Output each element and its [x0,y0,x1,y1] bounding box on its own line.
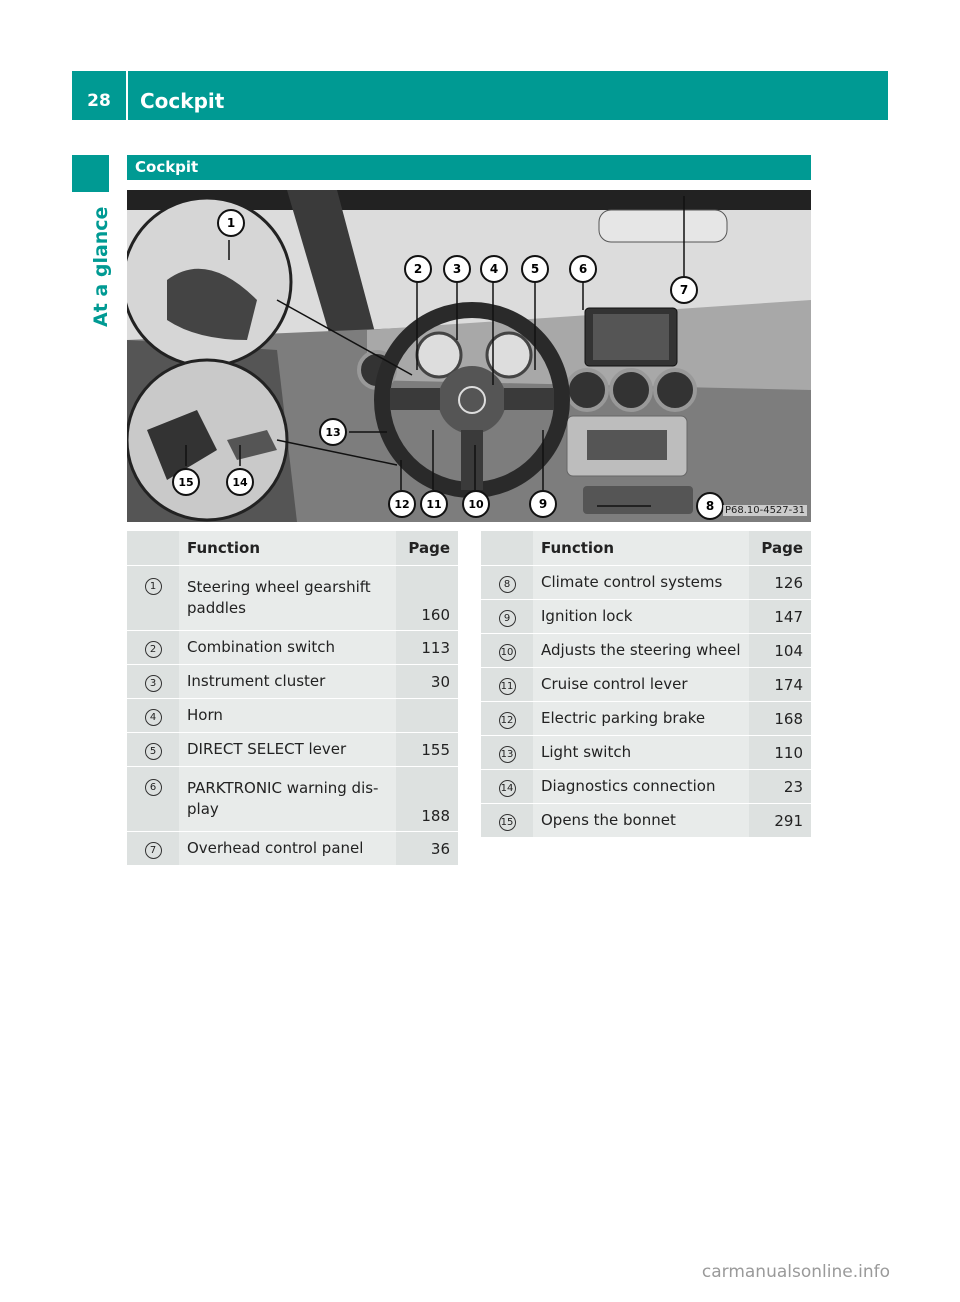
svg-text:3: 3 [452,262,462,276]
svg-text:6: 6 [578,262,588,276]
page-title: Cockpit [140,89,225,113]
item-number: 7 [145,842,162,859]
page-reference: 126 [749,566,811,600]
table-header-row [127,531,458,566]
callout-5 [522,256,548,282]
svg-text:1: 1 [226,216,236,230]
column-header-function: Function [533,531,749,566]
item-number: 1 [145,578,162,595]
svg-text:5: 5 [530,262,540,276]
callout-11 [421,491,447,517]
callout-1 [218,210,244,236]
item-number: 6 [145,779,162,796]
side-tab-marker [72,155,109,192]
table-row [127,733,458,767]
function-name: Combination switch [187,638,336,656]
item-number: 10 [499,644,516,661]
table-row [481,770,811,804]
table-row [481,634,811,668]
svg-text:7: 7 [679,283,689,297]
watermark [702,1262,890,1282]
page-reference: 36 [396,832,458,866]
page-reference [396,699,458,733]
page-reference: 30 [396,665,458,699]
callout-4 [481,256,507,282]
callout-2 [405,256,431,282]
item-number: 4 [145,709,162,726]
function-name: Electric parking brake [541,709,706,727]
callout-9 [530,491,556,517]
page-reference: 23 [749,770,811,804]
item-number: 11 [499,678,516,695]
table-row [481,702,811,736]
callout-layer [127,190,811,522]
table-row [127,832,458,866]
table-row [481,736,811,770]
page-reference: 174 [749,668,811,702]
callout-7 [671,277,697,303]
callout-15 [173,469,199,495]
function-name: Adjusts the steering wheel [541,641,741,659]
svg-text:11: 11 [426,498,442,511]
table-row [127,631,458,665]
item-number: 14 [499,780,516,797]
svg-text:10: 10 [468,498,484,511]
page-reference: 147 [749,600,811,634]
callout-14 [227,469,253,495]
table-row [481,804,811,838]
cockpit-illustration [127,190,811,522]
svg-text:2: 2 [413,262,423,276]
table-row [481,600,811,634]
watermark-text: carmanualsonline.info [701,1262,890,1282]
page-reference: 113 [396,631,458,665]
table-row [127,566,458,631]
callout-6 [570,256,596,282]
page-reference: 168 [749,702,811,736]
table-row [127,665,458,699]
item-number: 2 [145,641,162,658]
item-number: 3 [145,675,162,692]
page-number: 28 [87,91,111,111]
function-name: Cruise control lever [541,675,688,693]
column-header-page: Page [749,531,811,566]
page-reference: 291 [749,804,811,838]
svg-text:8: 8 [705,499,715,513]
table-row [127,767,458,832]
item-number: 13 [499,746,516,763]
column-header-function: Function [179,531,396,566]
header-divider [126,71,128,120]
figure-code: P68.10-4527-31 [724,505,805,516]
item-number: 9 [499,610,516,627]
column-header-page: Page [396,531,458,566]
function-name: Steering wheel gearshift paddles [187,578,371,617]
page-reference: 188 [396,767,458,832]
callout-8 [697,493,723,519]
table-row [481,566,811,600]
page-reference: 110 [749,736,811,770]
table-row [127,699,458,733]
function-name: Climate control systems [541,573,723,591]
callout-3 [444,256,470,282]
function-name: Opens the bonnet [541,811,676,829]
svg-text:13: 13 [325,426,341,439]
function-name: Horn [187,706,223,724]
item-number: 12 [499,712,516,729]
callout-13 [320,419,346,445]
function-name: PARKTRONIC warning dis- play [187,779,379,818]
item-number: 8 [499,576,516,593]
side-tab-label: At a glance [90,206,112,327]
function-name: Light switch [541,743,632,761]
function-table-right [481,531,811,838]
callout-12 [389,491,415,517]
svg-text:15: 15 [178,476,194,489]
svg-text:9: 9 [538,497,548,511]
function-name: DIRECT SELECT lever [187,740,347,758]
section-title: Cockpit [127,155,811,180]
table-header-row [481,531,811,566]
svg-text:14: 14 [232,476,248,489]
function-name: Diagnostics connection [541,777,716,795]
item-number: 5 [145,743,162,760]
function-name: Instrument cluster [187,672,326,690]
svg-text:4: 4 [489,262,499,276]
function-table-left [127,531,458,866]
svg-text:12: 12 [394,498,410,511]
callout-10 [463,491,489,517]
function-name: Overhead control panel [187,839,364,857]
table-row [481,668,811,702]
page-reference: 104 [749,634,811,668]
item-number: 15 [499,814,516,831]
page-reference: 155 [396,733,458,767]
function-name: Ignition lock [541,607,633,625]
page-reference: 160 [396,566,458,631]
